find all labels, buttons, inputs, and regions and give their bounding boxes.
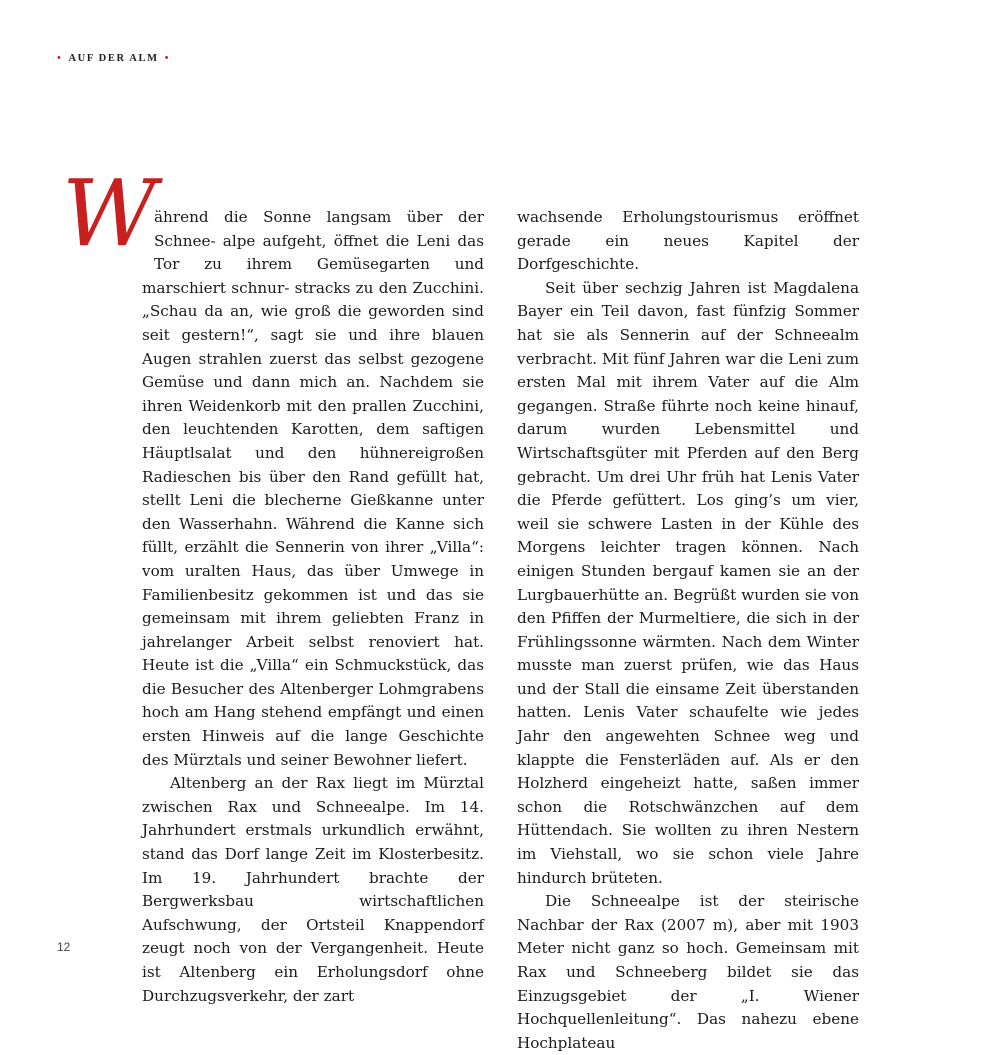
page-number: 12 [57,940,71,954]
dropcap-box [142,206,154,274]
paragraph-3: Seit über sechzig Jahren ist Magdalena Bayer ein Teil davon, fast fünfzig Sommer hat sie als Sennerin auf der Schneealm verbracht. Mit fünf Jahren war die Leni zum ersten Mal mit ihrem Vater auf die Alm gegangen. Straße führte noch keine hinauf, darum wurden Lebensmittel und Wirtschaftsgüter mit Pferden auf den Berg gebracht. Um drei Uhr früh hat Lenis Vater die Pferde gefüttert. Los ging’s um vier, weil sie schwere Lasten in der Kühle des Morgens leichter tragen können. Nach einigen Stunden bergauf kamen sie an der Lurgbauerhütte an. Begrüßt wurden sie von den Pfiffen der Murmeltiere, die sich in der Frühlingssonne wärmten. Nach dem Winter musste man zuerst prüfen, wie das Haus und der Stall die einsame Zeit überstanden hatten. Lenis Vater schaufelte wie jedes Jahr den angewehten Schnee weg und klappte die Fensterläden auf. Als er den Holzherd eingeheizt hatte, saßen immer schon die Rotschwänzchen auf dem Hüttendach. Sie wollten zu ihren Nestern im Viehstall, wo sie schon viele Jahre hindurch brüteten. [517,278,859,887]
paragraph-1-opening: ährend die Sonne langsam über der Schnee- alpe aufgeht, öffnet die Leni das Tor zu ihrem Gemüsegarten und marschiert schnur- [142,208,484,297]
paragraph-4: Die Schneealpe ist der steirische Nachbar der Rax (2007 m), aber mit 1903 Meter nicht ganz so hoch. Gemeinsam mit Rax und Schneeberg bildet sie das Einzugsgebiet der „I. Wiener Hochquellenleitung“. Das nahezu ebene Hochplateau [517,892,859,1052]
header-bullet-right: • [164,52,171,64]
left-column [142,206,484,1008]
paragraph-1-body: stracks zu den Zucchini. „Schau da an, wie groß die geworden sind seit gestern!“, sagt sie und ihre blauen Augen strahlen zuerst das selbst gezogene Gemüse und dann mich an. Nachdem sie ihren Weidenkorb mit den prallen Zucchini, den leuchtenden Karotten, dem saftigen Häuptlsalat und den hühnereigroßen Radieschen bis über den Rand gefüllt hat, stellt Leni die blecherne Gießkanne unter den Wasserhahn. Während die Kanne sich füllt, erzählt die Sennerin von ihrer „Villa“: vom uralten Haus, das über Umwege in Familienbesitz gekommen ist und das sie gemeinsam mit ihrem geliebten Franz in jahrelanger Arbeit selbst renoviert hat. Heute ist die „Villa“ ein Schmuckstück, das die Besucher des Altenberger Lohmgrabens hoch am Hang stehend empfängt und einen ersten Hinweis auf die lange Geschichte des Mürztals und seiner Bewohner liefert. [142,278,484,769]
header-bullet-left: • [57,52,63,64]
running-header [57,52,170,64]
drop-cap: W [62,160,157,267]
paragraph-2: Altenberg an der Rax liegt im Mürztal zwischen Rax und Schneealpe. Im 14. Jahrhundert erstmals urkundlich erwähnt, stand das Dorf lange Zeit im Klosterbesitz. Im 19. Jahrhundert brachte der Bergwerksbau wirtschaftlichen Aufschwung, der Ortsteil Knappendorf zeugt noch von der Vergangenheit. Heute ist Altenberg ein Erholungsdorf ohne Durchzugsverkehr, der zart [142,774,484,1005]
paragraph-continued: wachsende Erholungstourismus eröffnet gerade ein neues Kapitel der Dorfgeschichte. [517,208,859,274]
paragraph-1 [142,206,484,772]
section-title: AUF DER ALM [68,52,159,64]
right-column [517,206,859,1055]
